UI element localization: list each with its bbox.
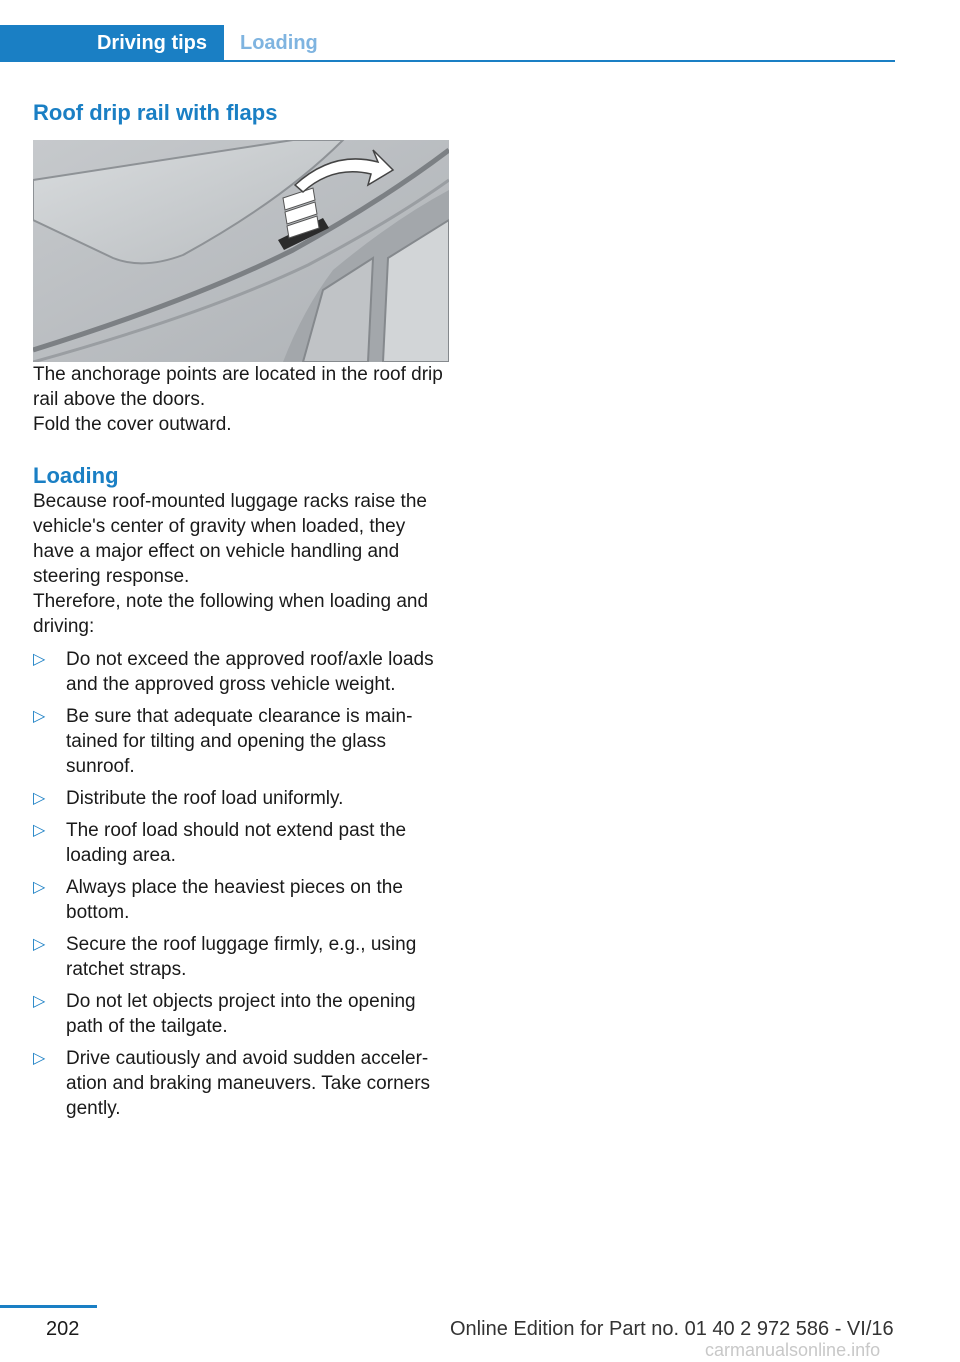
triangle-right-icon: ▷	[33, 822, 46, 839]
roof-drip-rail-illustration	[33, 140, 449, 362]
list-item-text: Do not exceed the approved roof/axle loads and the approved gross vehicle weight.	[66, 649, 434, 695]
triangle-right-icon: ▷	[33, 993, 46, 1010]
main-content	[33, 100, 449, 1128]
list-item-text: Always place the heaviest pieces on the bottom.	[66, 877, 403, 923]
paragraph-note-following: Therefore, note the following when loading and driving:	[33, 591, 429, 637]
list-item	[33, 989, 449, 1039]
list-item-text: Drive cautiously and avoid sudden acceler‐ation and braking maneuvers. Take corners gently.	[66, 1048, 431, 1119]
triangle-right-icon: ▷	[33, 936, 46, 953]
list-item	[33, 818, 449, 868]
list-item	[33, 704, 449, 779]
list-item-text: The roof load should not extend past the loading area.	[66, 820, 407, 866]
list-item	[33, 647, 449, 697]
footer-accent-bar	[0, 1305, 97, 1308]
paragraph-roof-racks: Because roof-mounted luggage racks raise the vehicle's center of gravity when loaded, they have a major effect on vehicle handling and steering response.	[33, 491, 427, 587]
list-item-text: Do not let objects project into the opening path of the tailgate.	[66, 991, 416, 1037]
tab-loading[interactable]: Loading	[240, 32, 318, 54]
list-item-text: Distribute the roof load uniformly.	[66, 788, 344, 809]
page-header	[0, 25, 895, 63]
edition-text: Online Edition for Part no. 01 40 2 972 586 - VI/16	[450, 1318, 894, 1340]
list-item	[33, 932, 449, 982]
triangle-right-icon: ▷	[33, 651, 46, 668]
header-divider	[0, 60, 895, 62]
tab-driving-tips[interactable]: Driving tips	[0, 25, 224, 61]
triangle-right-icon: ▷	[33, 879, 46, 896]
list-item-text: Be sure that adequate clearance is main‐tained for tilting and opening the glass sunroof.	[66, 706, 413, 777]
list-item	[33, 786, 449, 811]
section-title-roof-drip-rail: Roof drip rail with flaps	[33, 100, 278, 125]
list-item	[33, 1046, 449, 1121]
triangle-right-icon: ▷	[33, 1050, 46, 1067]
loading-instructions-list	[33, 647, 449, 1121]
section-title-loading: Loading	[33, 463, 119, 488]
triangle-right-icon: ▷	[33, 708, 46, 725]
paragraph-anchorage-points: The anchorage points are located in the roof drip rail above the doors.	[33, 364, 443, 410]
page-number: 202	[46, 1318, 80, 1340]
paragraph-fold-cover: Fold the cover outward.	[33, 414, 232, 435]
list-item	[33, 875, 449, 925]
list-item-text: Secure the roof luggage firmly, e.g., using ratchet straps.	[66, 934, 417, 980]
triangle-right-icon: ▷	[33, 790, 46, 807]
watermark: carmanualsonline.info	[705, 1340, 881, 1360]
